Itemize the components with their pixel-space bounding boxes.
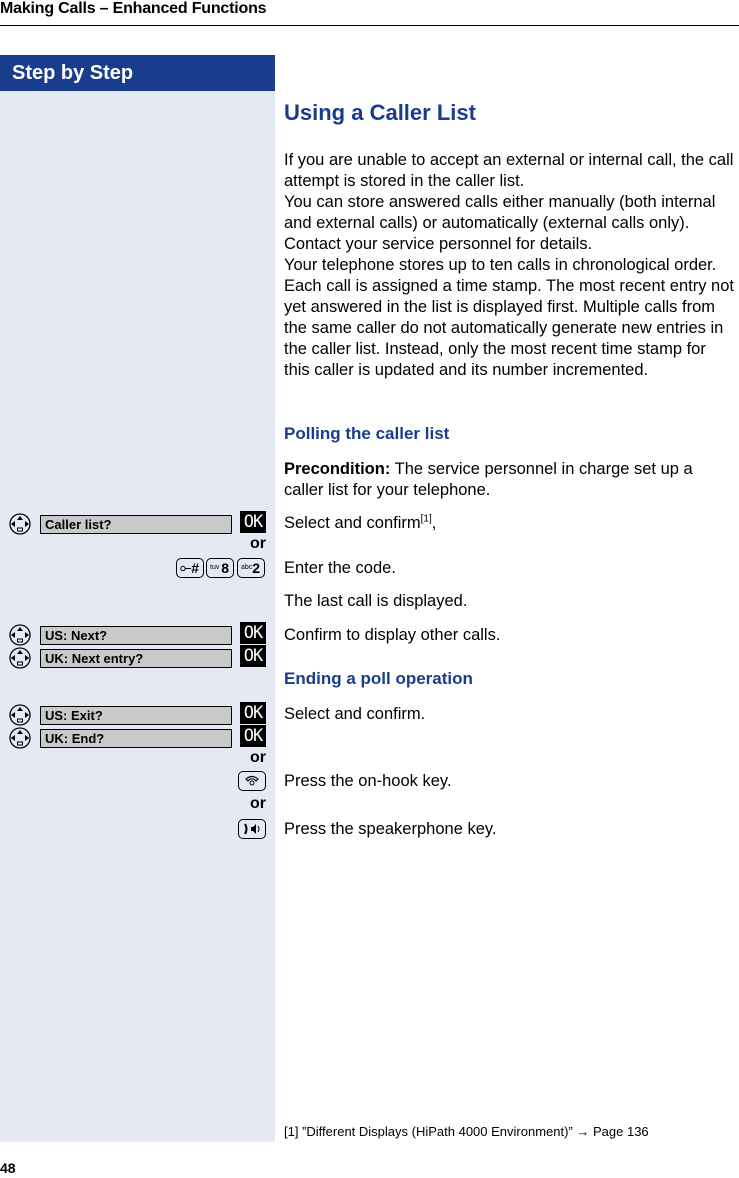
select-confirm-text: Select and confirm bbox=[284, 514, 421, 532]
display-us-exit: US: Exit? bbox=[40, 706, 232, 725]
page-number: 48 bbox=[0, 1160, 16, 1176]
or-label: or bbox=[250, 795, 266, 812]
sidebar-title: Step by Step bbox=[0, 55, 275, 91]
step-confirm-other: Confirm to display other calls. bbox=[284, 626, 501, 644]
navigation-key-icon[interactable] bbox=[8, 624, 32, 646]
step-press-onhook: Press the on-hook key. bbox=[284, 772, 452, 790]
order-paragraph: Your telephone stores up to ten calls in chronological order. Each call is assigned a time stamp. The most recent entry not yet answered in the list is displayed first. Multiple calls from the same caller do not automatically generate new entries in the caller list. Instead, only the most recent time stamp for this caller is updated and its number incremented. bbox=[284, 256, 734, 379]
or-label: or bbox=[250, 535, 266, 552]
ok-key[interactable]: OK bbox=[240, 702, 266, 724]
footnote-ref: [1] bbox=[420, 513, 432, 525]
on-hook-icon bbox=[245, 775, 259, 787]
step-press-speaker: Press the speakerphone key. bbox=[284, 820, 497, 838]
display-uk-end: UK: End? bbox=[40, 729, 232, 748]
polling-heading: Polling the caller list bbox=[284, 424, 450, 443]
ok-key[interactable]: OK bbox=[240, 725, 266, 747]
navigation-key-icon[interactable] bbox=[8, 647, 32, 669]
intro-paragraph: If you are unable to accept an external or internal call, the call attempt is stored in the caller list. bbox=[284, 151, 734, 190]
step-select-confirm bbox=[284, 513, 736, 534]
storage-paragraph: You can store answered calls either manually (both internal and external calls) or automatically (external calls only). Contact your service personnel for details. bbox=[284, 193, 716, 253]
or-label: or bbox=[250, 749, 266, 766]
on-hook-key[interactable] bbox=[238, 771, 266, 791]
section-title: Using a Caller List bbox=[284, 100, 476, 125]
digit-8-letters: tuv bbox=[210, 564, 220, 571]
precondition-text: The service personnel in charge set up a caller list for your telephone. bbox=[284, 460, 693, 499]
display-caller-list: Caller list? bbox=[40, 515, 232, 534]
speakerphone-key[interactable] bbox=[238, 819, 266, 839]
comma: , bbox=[431, 514, 437, 532]
step-last-call: The last call is displayed. bbox=[284, 592, 468, 610]
step-select-confirm-end: Select and confirm. bbox=[284, 705, 426, 723]
precondition-label: Precondition: bbox=[284, 460, 391, 478]
digit-8-label: 8 bbox=[221, 560, 229, 576]
hash-key[interactable] bbox=[176, 558, 204, 578]
navigation-key-icon[interactable] bbox=[8, 704, 32, 726]
footnote: [1] ”Different Displays (HiPath 4000 Environment)” → Page 136 bbox=[284, 1124, 649, 1139]
digit-8-key[interactable] bbox=[206, 558, 234, 578]
step-sidebar bbox=[0, 55, 275, 1142]
navigation-key-icon[interactable] bbox=[8, 513, 32, 535]
ok-key[interactable]: OK bbox=[240, 622, 266, 644]
running-header: Making Calls – Enhanced Functions bbox=[0, 0, 267, 17]
ok-key[interactable]: OK bbox=[240, 645, 266, 667]
display-uk-next-entry: UK: Next entry? bbox=[40, 649, 232, 668]
digit-2-label: 2 bbox=[252, 560, 260, 576]
navigation-key-icon[interactable] bbox=[8, 727, 32, 749]
ok-key[interactable]: OK bbox=[240, 511, 266, 533]
digit-2-key[interactable] bbox=[237, 558, 265, 578]
speaker-icon bbox=[243, 822, 261, 836]
step-enter-code: Enter the code. bbox=[284, 559, 396, 577]
key-symbol-icon bbox=[180, 565, 192, 572]
display-us-next: US: Next? bbox=[40, 626, 232, 645]
header-divider bbox=[0, 25, 739, 26]
ending-heading: Ending a poll operation bbox=[284, 669, 473, 688]
digit-2-letters: abc bbox=[241, 564, 253, 571]
precondition bbox=[284, 459, 736, 501]
hash-key-label: # bbox=[191, 560, 199, 576]
